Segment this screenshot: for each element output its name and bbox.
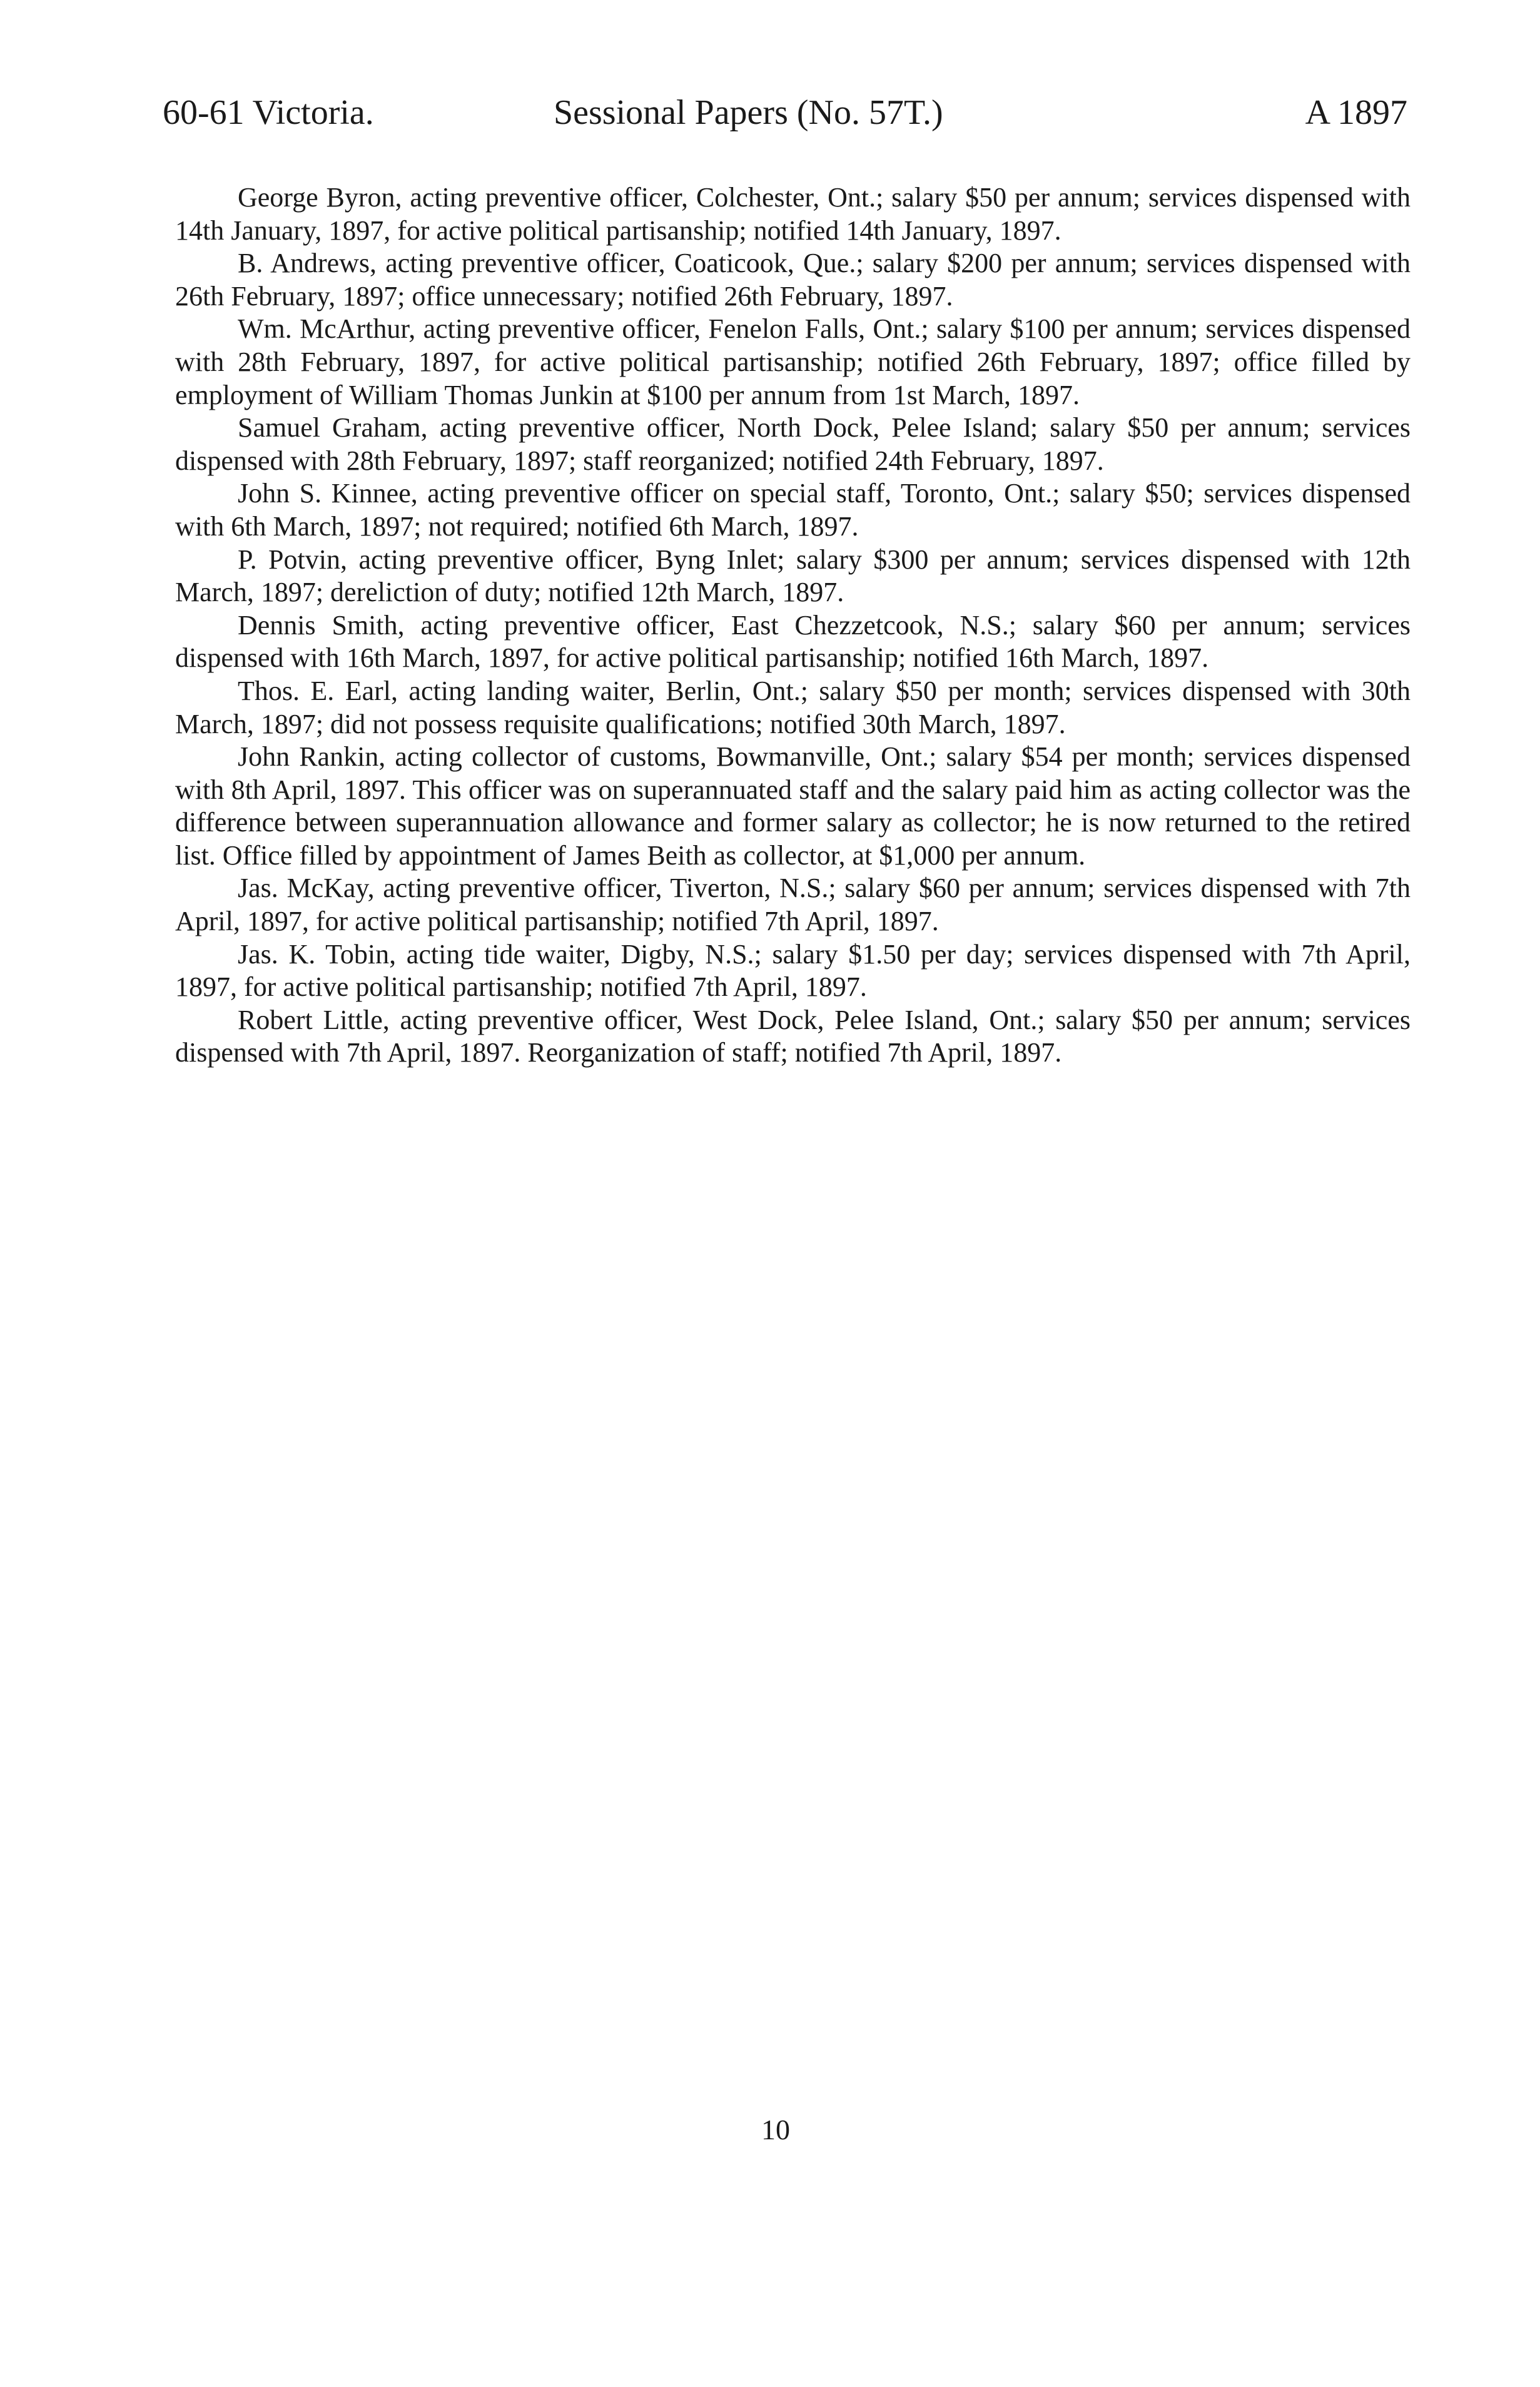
list-item: Dennis Smith, acting preventive officer, East Chezzetcook, N.S.; salary $60 per annum; services dispensed with 16th March, 1897, for active political partisanship; notified 16th March, 1897.	[175, 609, 1411, 674]
header-year: A 1897	[1305, 93, 1407, 132]
list-item: Jas. K. Tobin, acting tide waiter, Digby, N.S.; salary $1.50 per day; services dispensed with 7th April, 1897, for active political partisanship; notified 7th April, 1897.	[175, 938, 1411, 1003]
list-item: Thos. E. Earl, acting landing waiter, Berlin, Ont.; salary $50 per month; services dispensed with 30th March, 1897; did not possess requisite qualifications; notified 30th March, 1897.	[175, 675, 1411, 739]
dismissal-list	[175, 181, 1411, 1070]
running-header	[163, 88, 1407, 138]
header-volume: 60-61 Victoria.	[163, 93, 374, 132]
list-item: John S. Kinnee, acting preventive officer on special staff, Toronto, Ont.; salary $50; services dispensed with 6th March, 1897; not required; notified 6th March, 1897.	[175, 478, 1411, 542]
list-item: George Byron, acting preventive officer, Colchester, Ont.; salary $50 per annum; services dispensed with 14th January, 1897, for active political partisanship; notified 14th January, 1897.	[175, 182, 1411, 246]
list-item: Samuel Graham, acting preventive officer, North Dock, Pelee Island; salary $50 per annum; services dispensed with 28th February, 1897; staff reorganized; notified 24th February, 1897.	[175, 412, 1411, 476]
header-series-title: Sessional Papers (No. 57T.)	[554, 93, 943, 132]
list-item: Jas. McKay, acting preventive officer, Tiverton, N.S.; salary $60 per annum; services dispensed with 7th April, 1897, for active political partisanship; notified 7th April, 1897.	[175, 873, 1411, 937]
page-number: 10	[761, 2114, 790, 2146]
list-item: Robert Little, acting preventive officer, West Dock, Pelee Island, Ont.; salary $50 per annum; services dispensed with 7th April, 1897. Reorganization of staff; notified 7th April, 1897.	[175, 1004, 1411, 1068]
list-item: Wm. McArthur, acting preventive officer, Fenelon Falls, Ont.; salary $100 per annum; services dispensed with 28th February, 1897, for active political partisanship; notified 26th February, 1897; office filled by employment of William Thomas Junkin at $100 per annum from 1st March, 1897.	[175, 313, 1411, 410]
list-item: John Rankin, acting collector of customs, Bowmanville, Ont.; salary $54 per month; services dispensed with 8th April, 1897. This officer was on superannuated staff and the salary paid him as acting collector was the difference between superannuation allowance and former salary as collector; he is now returned to the retired list. Office filled by appointment of James Beith as collector, at $1,000 per annum.	[175, 741, 1411, 871]
list-item: B. Andrews, acting preventive officer, Coaticook, Que.; salary $200 per annum; services dispensed with 26th February, 1897; office unnecessary; notified 26th February, 1897.	[175, 248, 1411, 312]
list-item: P. Potvin, acting preventive officer, Byng Inlet; salary $300 per annum; services dispensed with 12th March, 1897; dereliction of duty; notified 12th March, 1897.	[175, 544, 1411, 608]
